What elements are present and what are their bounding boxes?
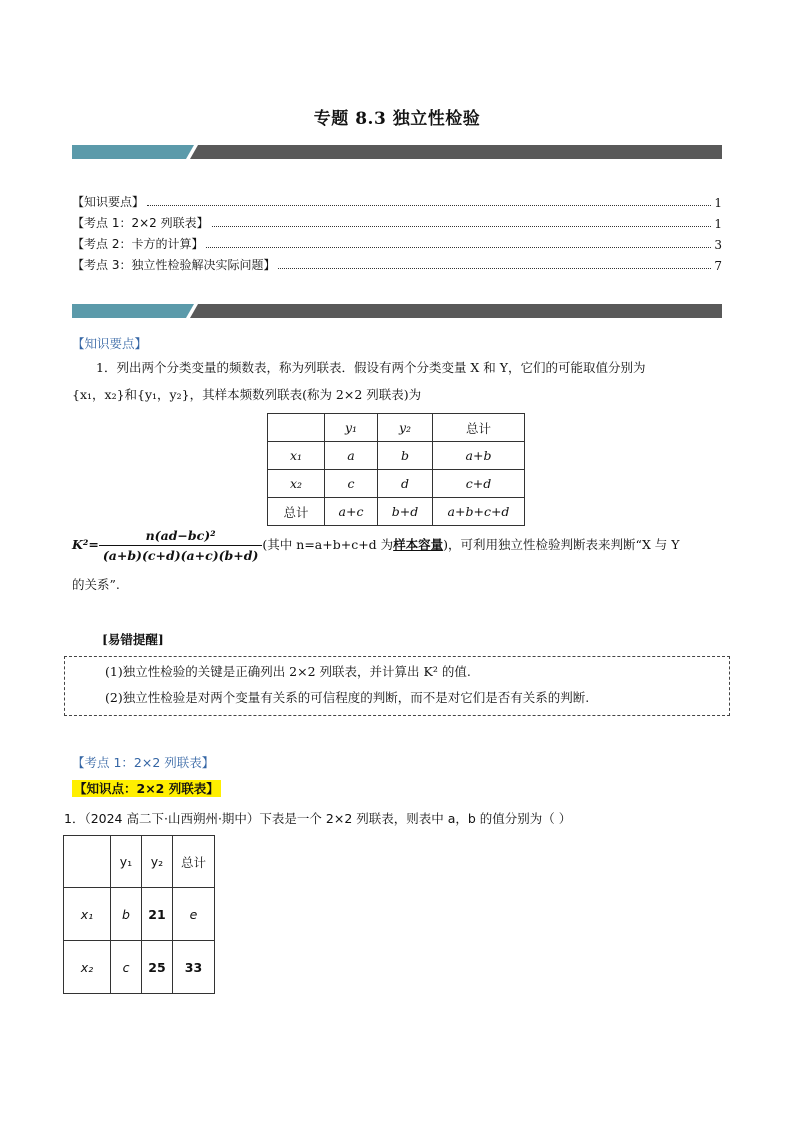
tip-item: (1)独立性检验的关键是正确列出 2×2 列联表，并计算出 K² 的值. <box>105 664 471 679</box>
header-divider-bar <box>72 145 722 159</box>
toc-entry[interactable]: 【考点 1：2×2 列联表】 1 <box>72 216 722 231</box>
knowledge-tag: 【知识点：2×2 列联表】 <box>74 781 219 796</box>
toc-entry[interactable]: 【知识要点】 1 <box>72 195 722 210</box>
chi-square-formula: K²= $\frac{\text{n(ad−bc)²}}{(a+b)(c+d)(a+c)(b+d)}$ (其中 n=a+b+c+d 为样本容量)，可利用独立性检验判断表来判断“X 与 Y <box>72 528 680 563</box>
table-row: x₂ c 25 33 <box>64 941 215 994</box>
section-heading-kp1: 【考点 1：2×2 列联表】 <box>72 755 215 770</box>
section-heading-knowledge: 【知识要点】 <box>72 336 148 351</box>
table-row: y₁ y₂ 总计 <box>268 414 525 442</box>
question-text: 1．（2024 高二下·山西朔州·期中）下表是一个 2×2 列联表，则表中 a，b 的值分别为（ ） <box>64 811 572 826</box>
tip-item: (2)独立性检验是对两个变量有关系的可信程度的判断，而不是对它们是否有关系的判断. <box>105 690 590 705</box>
page-title: 专题 8.3 独立性检验 <box>313 109 481 129</box>
formula-fraction: $\frac{\text{n(ad−bc)²}}{(a+b)(c+d)(a+c)(b+d)}$ <box>99 528 263 563</box>
table-row: x₂ c d c+d <box>268 470 525 498</box>
contingency-table <box>267 413 525 526</box>
paragraph-line: 1．列出两个分类变量的频数表，称为列联表．假设有两个分类变量 X 和 Y，它们的可能取值分别为 <box>96 360 646 375</box>
paragraph-line: {x₁，x₂}和{y₁，y₂}，其样本频数列联表(称为 2×2 列联表)为 <box>72 387 422 402</box>
tip-heading: [易错提醒] <box>102 632 164 647</box>
table-of-contents <box>72 190 722 280</box>
toc-entry[interactable]: 【考点 3：独立性检验解决实际问题】 7 <box>72 258 722 273</box>
table-row: x₁ a b a+b <box>268 442 525 470</box>
table-row: y₁ y₂ 总计 <box>64 836 215 888</box>
question-table <box>63 835 215 994</box>
tip-box <box>64 656 730 716</box>
paragraph-line: 的关系”. <box>72 577 120 592</box>
table-row: 总计 a+c b+d a+b+c+d <box>268 498 525 526</box>
table-row: x₁ b 21 e <box>64 888 215 941</box>
toc-entry[interactable]: 【考点 2：卡方的计算】 3 <box>72 237 722 252</box>
section-divider-bar <box>72 304 722 318</box>
